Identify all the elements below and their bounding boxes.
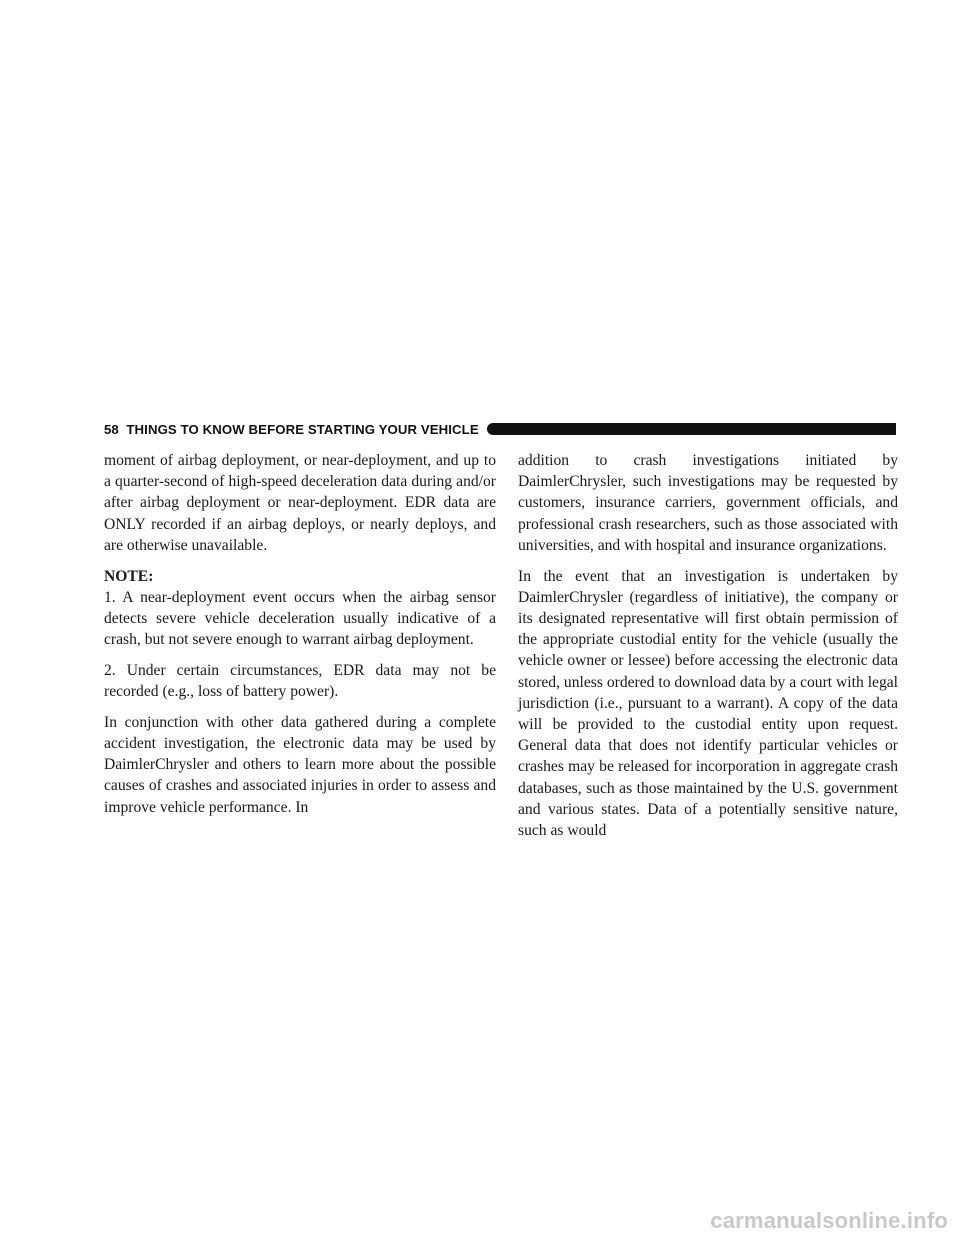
section-title: THINGS TO KNOW BEFORE STARTING YOUR VEHICLE bbox=[126, 421, 479, 437]
right-column bbox=[518, 450, 898, 851]
paragraph-data-access: In the event that an investigation is undertaken by DaimlerChrysler (regardless of initiative), the company or its designated representative will first obtain permission of the appropriate custodial entity for the vehicle (usually the vehicle owner or lessee) before accessing the electronic data stored, unless ordered to download data by a court with legal jurisdiction (i.e., pursuant to a warrant). A copy of the data will be provided to the custodial entity upon request. General data that does not identify particular vehicles or crashes may be released for incorporation in aggregate crash databases, such as those maintained by the U.S. government and various states. Data of a potentially sensitive nature, such as would bbox=[518, 567, 898, 839]
note-item-2: 2. Under certain circumstances, EDR data may not be recorded (e.g., loss of battery power). bbox=[104, 661, 496, 701]
watermark-logo: carmanualsonline.info bbox=[710, 1208, 948, 1233]
paragraph-investigation-use: In conjunction with other data gathered during a complete accident investigation, the electronic data may be used by DaimlerChrysler and others to learn more about the possible causes of crashes and associated injuries in order to assess and improve vehicle performance. In bbox=[104, 713, 496, 816]
left-column bbox=[104, 450, 496, 827]
header-rule-bar bbox=[487, 423, 896, 435]
paragraph-crash-investigations: addition to crash investigations initiated by DaimlerChrysler, such investigations may be requested by customers, insurance carriers, government officials, and professional crash researchers, such as those associated with universities, and with hospital and insurance organizations. bbox=[518, 452, 898, 554]
page-header-text bbox=[104, 422, 479, 437]
note-block bbox=[104, 566, 496, 651]
page-number: 58 bbox=[104, 421, 119, 437]
page-header bbox=[104, 418, 896, 440]
note-item-1: 1. A near-deployment event occurs when the airbag sensor detects severe vehicle deceleration usually indicative of a crash, but not severe enough to warrant airbag deployment. bbox=[104, 588, 496, 649]
paragraph-edr-recording: moment of airbag deployment, or near-deployment, and up to a quarter-second of high-speed deceleration data during and/or after airbag deployment or near-deployment. EDR data are ONLY recorded if an airbag deploys, or nearly deploys, and are otherwise unavailable. bbox=[104, 452, 496, 554]
note-label: NOTE: bbox=[104, 567, 154, 585]
